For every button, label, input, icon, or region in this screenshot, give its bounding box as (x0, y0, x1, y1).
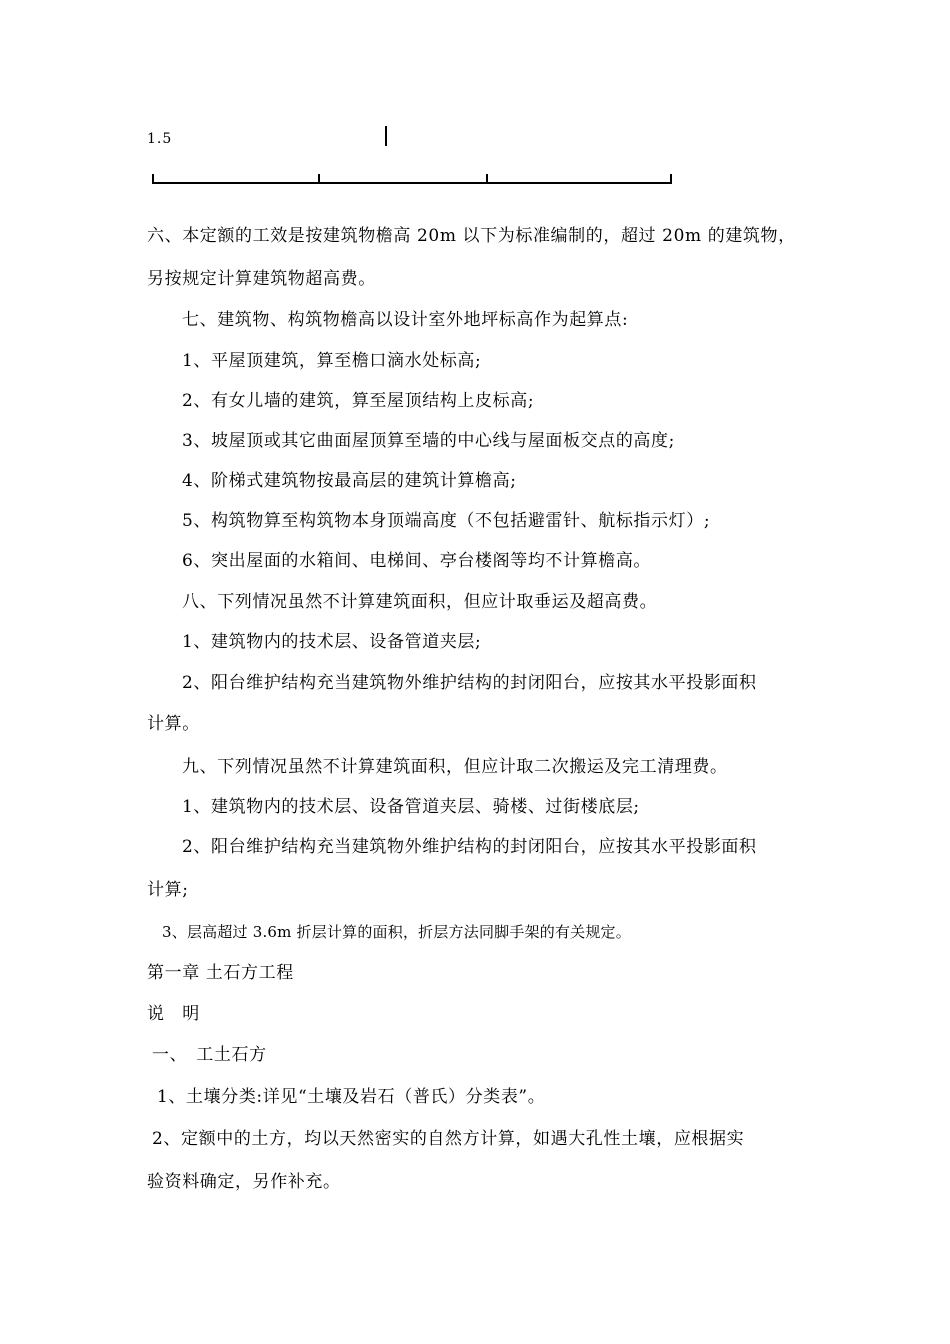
list-item: 1、建筑物内的技术层、设备管道夹层、骑楼、过街楼底层; (182, 797, 640, 817)
paragraph-line: 计算。 (147, 714, 200, 734)
list-item: 2、有女儿墙的建筑，算至屋顶结构上皮标高; (182, 391, 535, 411)
ruler-tick (486, 174, 488, 184)
list-item: 5、构筑物算至构筑物本身顶端高度（不包括避雷针、航标指示灯）; (182, 511, 711, 531)
list-item: 3、坡屋顶或其它曲面屋顶算至墙的中心线与屋面板交点的高度; (182, 431, 675, 451)
list-item: 1、平屋顶建筑，算至檐口滴水处标高; (182, 351, 482, 371)
paragraph-line: 九、下列情况虽然不计算建筑面积，但应计取二次搬运及完工清理费。 (182, 757, 728, 777)
paragraph-line: 六、本定额的工效是按建筑物檐高 20m 以下为标准编制的，超过 20m 的建筑物， (147, 226, 796, 246)
list-item: 1、土壤分类:详见“土壤及岩石（普氏）分类表”。 (157, 1087, 546, 1107)
list-item: 2、阳台维护结构充当建筑物外维护结构的封闭阳台，应按其水平投影面积 (182, 673, 757, 693)
ruler-baseline (152, 182, 672, 184)
chapter-heading: 第一章 土石方工程 (147, 963, 294, 983)
paragraph-line: 计算; (147, 880, 189, 900)
ruler-tick (318, 174, 320, 184)
subsection-heading: 一、 工土石方 (152, 1045, 267, 1065)
paragraph-line: 验资料确定，另作补充。 (147, 1172, 341, 1192)
list-item: 6、突出屋面的水箱间、电梯间、亭台楼阁等均不计算檐高。 (182, 551, 652, 571)
list-item: 4、阶梯式建筑物按最高层的建筑计算檐高; (182, 471, 517, 491)
scale-label: 1.5 (147, 131, 173, 147)
paragraph-line: 八、下列情况虽然不计算建筑面积，但应计取垂运及超高费。 (182, 592, 658, 612)
list-item: 3、层高超过 3.6m 折层计算的面积，折层方法同脚手架的有关规定。 (162, 923, 631, 941)
vertical-marker (385, 126, 387, 146)
paragraph-line: 七、建筑物、构筑物檐高以设计室外地坪标高作为起算点: (182, 310, 629, 330)
paragraph-line: 另按规定计算建筑物超高费。 (147, 269, 376, 289)
ruler-tick (670, 174, 672, 184)
ruler-tick (152, 174, 154, 184)
scale-ruler (152, 170, 672, 184)
section-heading: 说 明 (147, 1004, 200, 1024)
list-item: 2、阳台维护结构充当建筑物外维护结构的封闭阳台，应按其水平投影面积 (182, 837, 757, 857)
list-item: 1、建筑物内的技术层、设备管道夹层; (182, 632, 482, 652)
list-item: 2、定额中的土方，均以天然密实的自然方计算，如遇大孔性土壤，应根据实 (152, 1129, 745, 1149)
